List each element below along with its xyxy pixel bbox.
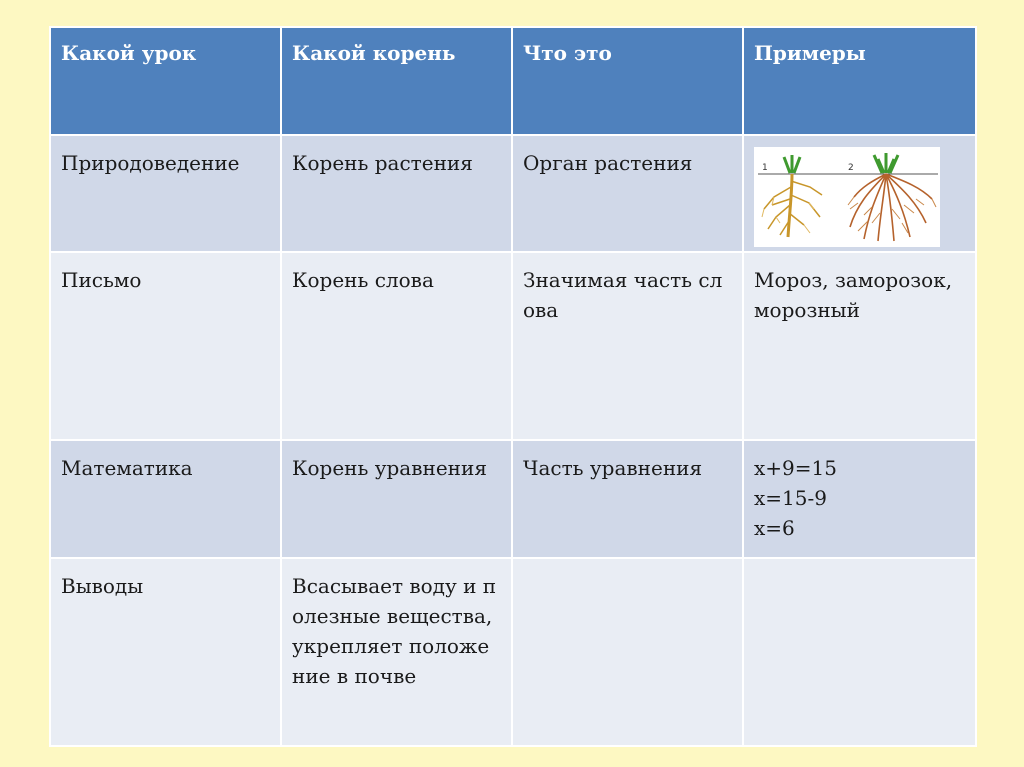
fibrous-root-icon xyxy=(848,153,936,241)
header-cell-lesson: Какой урок xyxy=(50,27,281,135)
cell-lesson: Выводы xyxy=(50,558,281,746)
plant-root-systems-illustration xyxy=(754,147,940,247)
cell-examples xyxy=(743,558,976,746)
cell-root: Корень растения xyxy=(281,135,512,252)
cell-what: Часть уравнения xyxy=(512,440,743,558)
header-cell-root: Какой корень xyxy=(281,27,512,135)
cell-examples xyxy=(743,440,976,558)
cell-what xyxy=(512,558,743,746)
table-row xyxy=(50,440,976,558)
header-cell-what: Что это xyxy=(512,27,743,135)
tap-root-icon xyxy=(762,155,822,237)
cell-root: Всасывает воду и полезные вещества,укрепляет положение в почве xyxy=(281,558,512,746)
table-row xyxy=(50,135,976,252)
cell-examples: Мороз, заморозок, морозный xyxy=(743,252,976,440)
cell-what: Значимая часть слова xyxy=(512,252,743,440)
cell-what: Орган растения xyxy=(512,135,743,252)
header-cell-examples: Примеры xyxy=(743,27,976,135)
cell-root: Корень слова xyxy=(281,252,512,440)
comparison-table xyxy=(49,26,977,747)
equation-line: x=15-9 xyxy=(754,486,827,510)
equation-line: x=6 xyxy=(754,516,795,540)
equation-line: x+9=15 xyxy=(754,456,837,480)
cell-lesson: Письмо xyxy=(50,252,281,440)
cell-lesson: Природоведение xyxy=(50,135,281,252)
cell-root: Корень уравнения xyxy=(281,440,512,558)
table-row xyxy=(50,558,976,746)
label-1: 1 xyxy=(762,163,768,173)
table-row xyxy=(50,252,976,440)
cell-examples xyxy=(743,135,976,252)
label-2: 2 xyxy=(848,163,854,173)
cell-lesson: Математика xyxy=(50,440,281,558)
header-row xyxy=(50,27,976,135)
